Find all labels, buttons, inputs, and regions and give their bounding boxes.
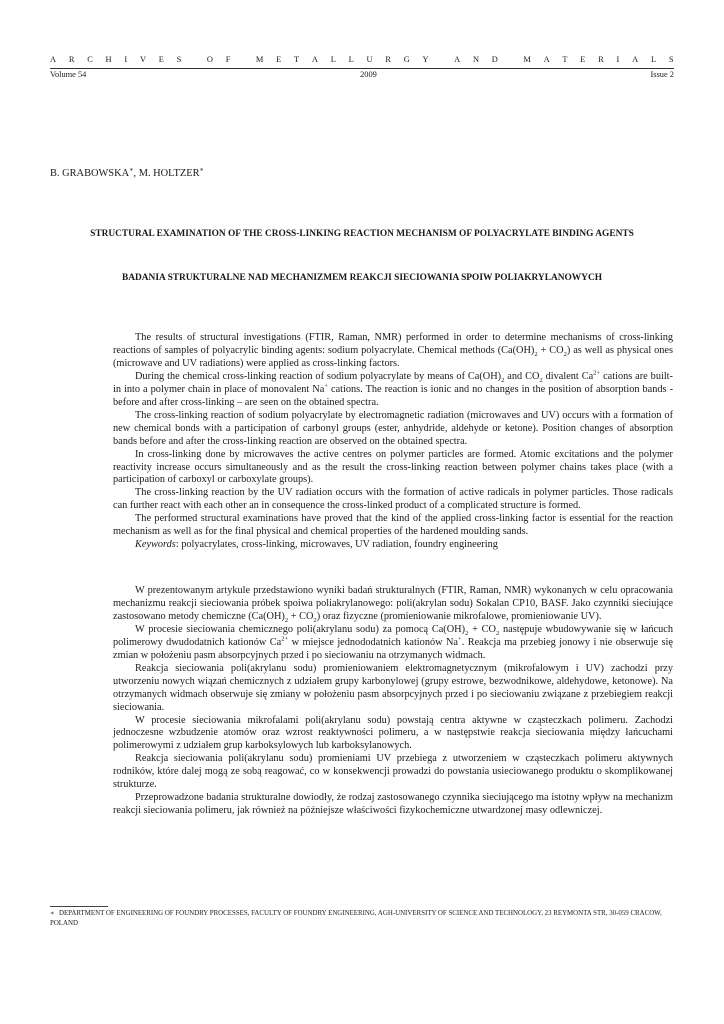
journal-name-letter: S xyxy=(176,55,182,64)
journal-name-letter: T xyxy=(562,55,568,64)
text-run: cations. The reaction is ionic and no changes in the position of absorption bands - before and after cross-linking – are seen on the obtained spectra. xyxy=(113,383,674,408)
abstract-paragraph: In cross-linking done by microwaves the active centres on polymer particles are formed. Atomic excitations and the polymer reactivity increase occurs simultaneously and as the result the cross-linking reaction between polymer chains takes place (with a participation of carboxyl or carboxylate groups). xyxy=(113,448,673,486)
affiliation-mark: ∗ xyxy=(199,166,204,174)
abstract-english xyxy=(113,332,673,552)
text-run: cations are built-in into a polymer chain in place of monovalent Na xyxy=(113,370,673,395)
abstract-polish xyxy=(113,585,673,818)
subscript: 2 xyxy=(563,351,567,358)
journal-name-letter: A xyxy=(543,55,550,64)
author-line xyxy=(50,167,204,180)
affiliation-footnote xyxy=(50,909,674,929)
paper-title-polish: BADANIA STRUKTURALNE NAD MECHANIZMEM REAKCJI SIECIOWANIA SPOIW POLIAKRYLANOWYCH xyxy=(121,273,603,283)
text-run: During the chemical cross-linking reaction of sodium polyacrylate by means of Ca(OH) xyxy=(135,370,502,382)
header-divider xyxy=(50,68,674,69)
journal-name-letter: A xyxy=(50,55,57,64)
author-name: M. HOLTZER xyxy=(138,168,200,179)
abstract-paragraph xyxy=(113,585,673,624)
journal-name-letter: D xyxy=(491,55,498,64)
footnote-text: DEPARTMENT OF ENGINEERING OF FOUNDRY PROCESSES, FACULTY OF FOUNDRY ENGINEERING, AGH-UNIVERSITY OF SCIENCE AND TECHNOLOGY, 23 REYMONTA STR, 30-059 CRACOW, POLAND xyxy=(50,910,662,927)
journal-name-letter: R xyxy=(68,55,75,64)
footnote-mark: ∗ xyxy=(50,910,55,917)
journal-name-letter: A xyxy=(311,55,318,64)
journal-name-letter: V xyxy=(139,55,146,64)
abstract-paragraph xyxy=(113,332,673,371)
journal-name-letter: G xyxy=(403,55,410,64)
abstract-paragraph: The cross-linking reaction of sodium polyacrylate by electromagnetic radiation (microwaves and UV) occurs with a formation of new chemical bonds with a participation of carbonyl groups (ester, anhydride, aldehyde or ketone). Position changes of absorption bands before and after the cross-linking reaction are observed on the obtained spectra. xyxy=(113,409,673,447)
superscript: + xyxy=(324,382,328,390)
journal-name-letter: U xyxy=(366,55,373,64)
journal-name-letter: T xyxy=(294,55,300,64)
subscript: 2 xyxy=(539,376,543,384)
journal-name xyxy=(50,55,674,65)
superscript: + xyxy=(457,635,462,643)
journal-name-letter: E xyxy=(276,55,282,64)
journal-name-letter: A xyxy=(454,55,461,64)
journal-name-letter: S xyxy=(668,55,674,64)
abstract-paragraph: W procesie sieciowania mikrofalami poli(akrylanu sodu) powstają centra aktywne w cząsteczkach polimeru. Zachodzi jednoczesne wzbudzenie atomów oraz wzrost reaktywności polimeru, a w następstwie reakcja sieciowania między łańcuchami polimerowymi z udziałem grup karboksylowych lub karboksylanowych. xyxy=(113,714,673,752)
journal-name-letter: M xyxy=(255,55,264,64)
text-run: w miejsce jednododatnich kationów Na xyxy=(288,636,458,648)
text-run: + CO xyxy=(288,610,314,622)
abstract-paragraph: Reakcja sieciowania poli(akrylanu sodu) promieniowaniem elektromagnetycznym (mikrofalowym i UV) zachodzi przy utworzeniu nowych wiązań chemicznych z udziałem grupy karbonylowej (grupy estrowe, bezwodnikowe, aldehydowe, ketonowe). Na otrzymanych widmach obserwuje się zmiany w położeniu pasm absorpcyjnych przed i po sieciowaniu związane z przebiegiem reakcji sieciowania. xyxy=(113,662,673,713)
journal-name-letter: Y xyxy=(422,55,429,64)
subscript: 2 xyxy=(501,376,505,384)
footnote-divider xyxy=(50,906,108,907)
subscript: 2 xyxy=(495,629,500,637)
journal-name-letter: A xyxy=(632,55,639,64)
abstract-paragraph: The cross-linking reaction by the UV radiation occurs with the formation of active radicals in polymer particles. Those radicals can further react with each other an in consequence the cross-linked product of a complicated structure is formed. xyxy=(113,487,673,512)
text-run: ) as well as physical ones (microwave and UV radiations) were applied as cross-linking factors. xyxy=(113,344,674,369)
journal-name-letter: E xyxy=(158,55,164,64)
issue-info xyxy=(50,70,674,80)
year-label: 2009 xyxy=(360,70,377,79)
superscript: 2+ xyxy=(281,635,289,643)
text-run: ) oraz fizyczne (promieniowanie mikrofalowe, promieniowanie UV). xyxy=(316,610,602,622)
abstract-paragraph: The performed structural examinations have proved that the kind of the applied cross-linking factor is essential for the reaction mechanism as well as for the final physical and chemical properties of the hardened moulding sands. xyxy=(113,513,673,538)
journal-name-letter: N xyxy=(472,55,479,64)
journal-name-letter: R xyxy=(385,55,391,64)
subscript: 2 xyxy=(534,351,538,358)
journal-name-letter: I xyxy=(616,55,620,64)
abstract-paragraph xyxy=(113,371,673,410)
journal-name-letter: O xyxy=(206,55,213,64)
journal-name-letter: L xyxy=(650,55,657,64)
text-run: . Reakcja ma przebieg jonowy i nie obserwuje się zmian w położeniu pasm absorpcyjnych przed i po sieciowaniu na otrzymanych widmach. xyxy=(113,636,673,661)
subscript: 2 xyxy=(284,616,289,624)
journal-name-letter: M xyxy=(523,55,531,64)
text-run: W procesie sieciowania chemicznego poli(akrylanu sodu) za pomocą Ca(OH) xyxy=(135,623,466,635)
issue-label: Issue 2 xyxy=(650,70,674,79)
superscript: 2+ xyxy=(593,369,601,377)
text-run: divalent Ca xyxy=(542,370,594,382)
author-separator: , xyxy=(133,168,139,179)
journal-name-letter: H xyxy=(105,55,112,64)
text-run: + CO xyxy=(468,623,496,635)
journal-name-letter: I xyxy=(124,55,128,64)
affiliation-mark: ∗ xyxy=(129,166,134,174)
journal-name-letter: E xyxy=(580,55,586,64)
keywords-label: Keywords xyxy=(135,539,176,551)
paper-title-english: STRUCTURAL EXAMINATION OF THE CROSS-LINKING REACTION MECHANISM OF POLYACRYLATE BINDING AGENTS xyxy=(90,229,634,239)
keywords-list: : polyacrylates, cross-linking, microwaves, UV radiation, foundry engineering xyxy=(175,539,498,551)
author-name: B. GRABOWSKA xyxy=(50,168,130,179)
journal-name-letter: F xyxy=(225,55,231,64)
text-run: and CO xyxy=(504,370,540,382)
text-run: W prezentowanym artykule przedstawiono wyniki badań strukturalnych (FTIR, Raman, NMR) wykonanych w celu opracowania mechanizmu reakcji sieciowania próbek spoiwa poliakrylanowego: poli(akrylan sodu) Sokalan CP10, BASF. Jako czynniki sieciujące zastosowano metody chemiczne (Ca(OH) xyxy=(113,585,673,622)
journal-name-letter: L xyxy=(330,55,336,64)
text-run: + CO xyxy=(537,344,564,356)
abstract-paragraph xyxy=(113,624,673,663)
volume-label: Volume 54 xyxy=(50,70,87,79)
abstract-paragraph: Przeprowadzone badania strukturalne dowiodły, że rodzaj zastosowanego czynnika sieciującego ma istotny wpływ na mechanizm reakcji sieciowania polimeru, jak również na późniejsze właściwości fizykochemiczne utwardzonej masy odlewniczej. xyxy=(113,792,673,817)
journal-name-letter: R xyxy=(598,55,604,64)
abstract-paragraph: Reakcja sieciowania poli(akrylanu sodu) promieniami UV przebiega z utworzeniem w cząsteczkach polimeru aktywnych rodników, które dalej mogą ze sobą reagować, co w konsekwencji prowadzi do powstania usieciowanego produktu o skomplikowanej strukturze. xyxy=(113,753,673,791)
text-run: następuje wbudowywanie się w łańcuch polimerowy dwudodatnich kationów Ca xyxy=(113,623,673,648)
subscript: 2 xyxy=(313,616,317,624)
keywords-line xyxy=(113,539,673,552)
subscript: 2 xyxy=(465,629,469,637)
journal-name-letter: L xyxy=(348,55,354,64)
text-run: The results of structural investigations (FTIR, Raman, NMR) performed in order to determine mechanisms of cross-linking reactions of samples of polyacrylic binding agents: sodium polyacrylate. Chemical methods (Ca(OH) xyxy=(113,332,673,356)
journal-name-letter: C xyxy=(87,55,93,64)
